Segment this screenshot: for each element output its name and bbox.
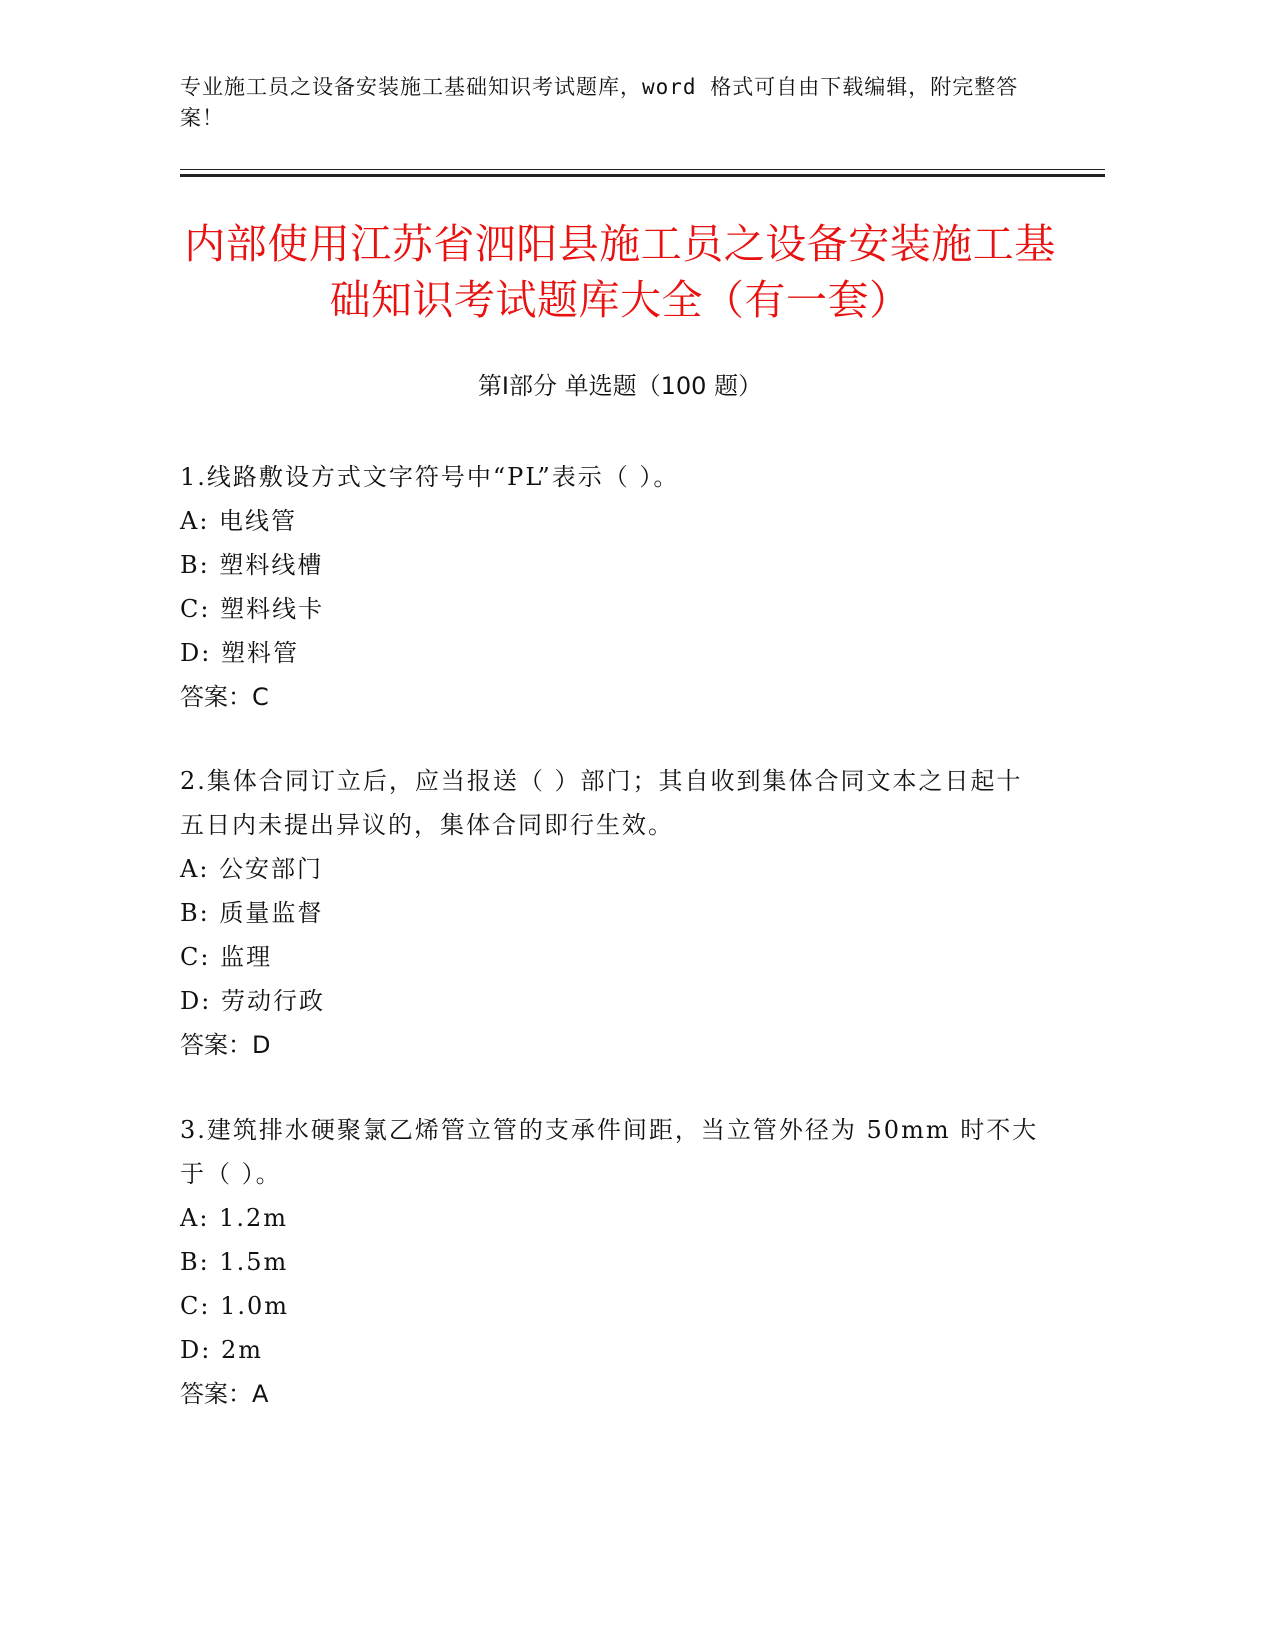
- option-c: C: 1.0m: [180, 1292, 290, 1320]
- question-item: [180, 759, 1040, 1067]
- header-rule-thin: [180, 169, 1105, 170]
- question-item: [180, 1108, 1040, 1416]
- question-stem: 2.集体合同订立后，应当报送（ ）部门；其自收到集体合同文本之日起十五日内未提出异议的，集体合同即行生效。: [180, 767, 1023, 839]
- option-d: D: 2m: [180, 1336, 263, 1364]
- answer-line: 答案：D: [180, 1031, 271, 1059]
- document-title: 内部使用江苏省泗阳县施工员之设备安装施工基础知识考试题库大全（有一套）: [184, 220, 1056, 324]
- intro-text: 专业施工员之设备安装施工基础知识考试题库，word 格式可自由下载编辑，附完整答案！: [180, 75, 1019, 130]
- option-c: C: 塑料线卡: [180, 595, 325, 623]
- header-rule-thick: [180, 174, 1105, 177]
- option-b: B: 质量监督: [180, 899, 324, 927]
- option-d: D: 劳动行政: [180, 987, 325, 1015]
- option-b: B: 1.5m: [180, 1248, 289, 1276]
- option-b: B: 塑料线槽: [180, 551, 324, 579]
- option-a: A: 公安部门: [180, 855, 324, 883]
- answer-line: 答案：A: [180, 1380, 269, 1408]
- option-c: C: 监理: [180, 943, 273, 971]
- question-stem: 3.建筑排水硬聚氯乙烯管立管的支承件间距，当立管外径为 50mm 时不大于（ ）。: [180, 1116, 1039, 1188]
- option-a: A: 电线管: [180, 507, 298, 535]
- answer-line: 答案：C: [180, 683, 269, 711]
- option-a: A: 1.2m: [180, 1204, 288, 1232]
- question-stem: 1.线路敷设方式文字符号中“PL”表示（ ）。: [180, 463, 680, 491]
- section-heading: 第Ⅰ部分 单选题（100 题）: [477, 372, 763, 400]
- option-d: D: 塑料管: [180, 639, 299, 667]
- question-item: [180, 455, 1040, 719]
